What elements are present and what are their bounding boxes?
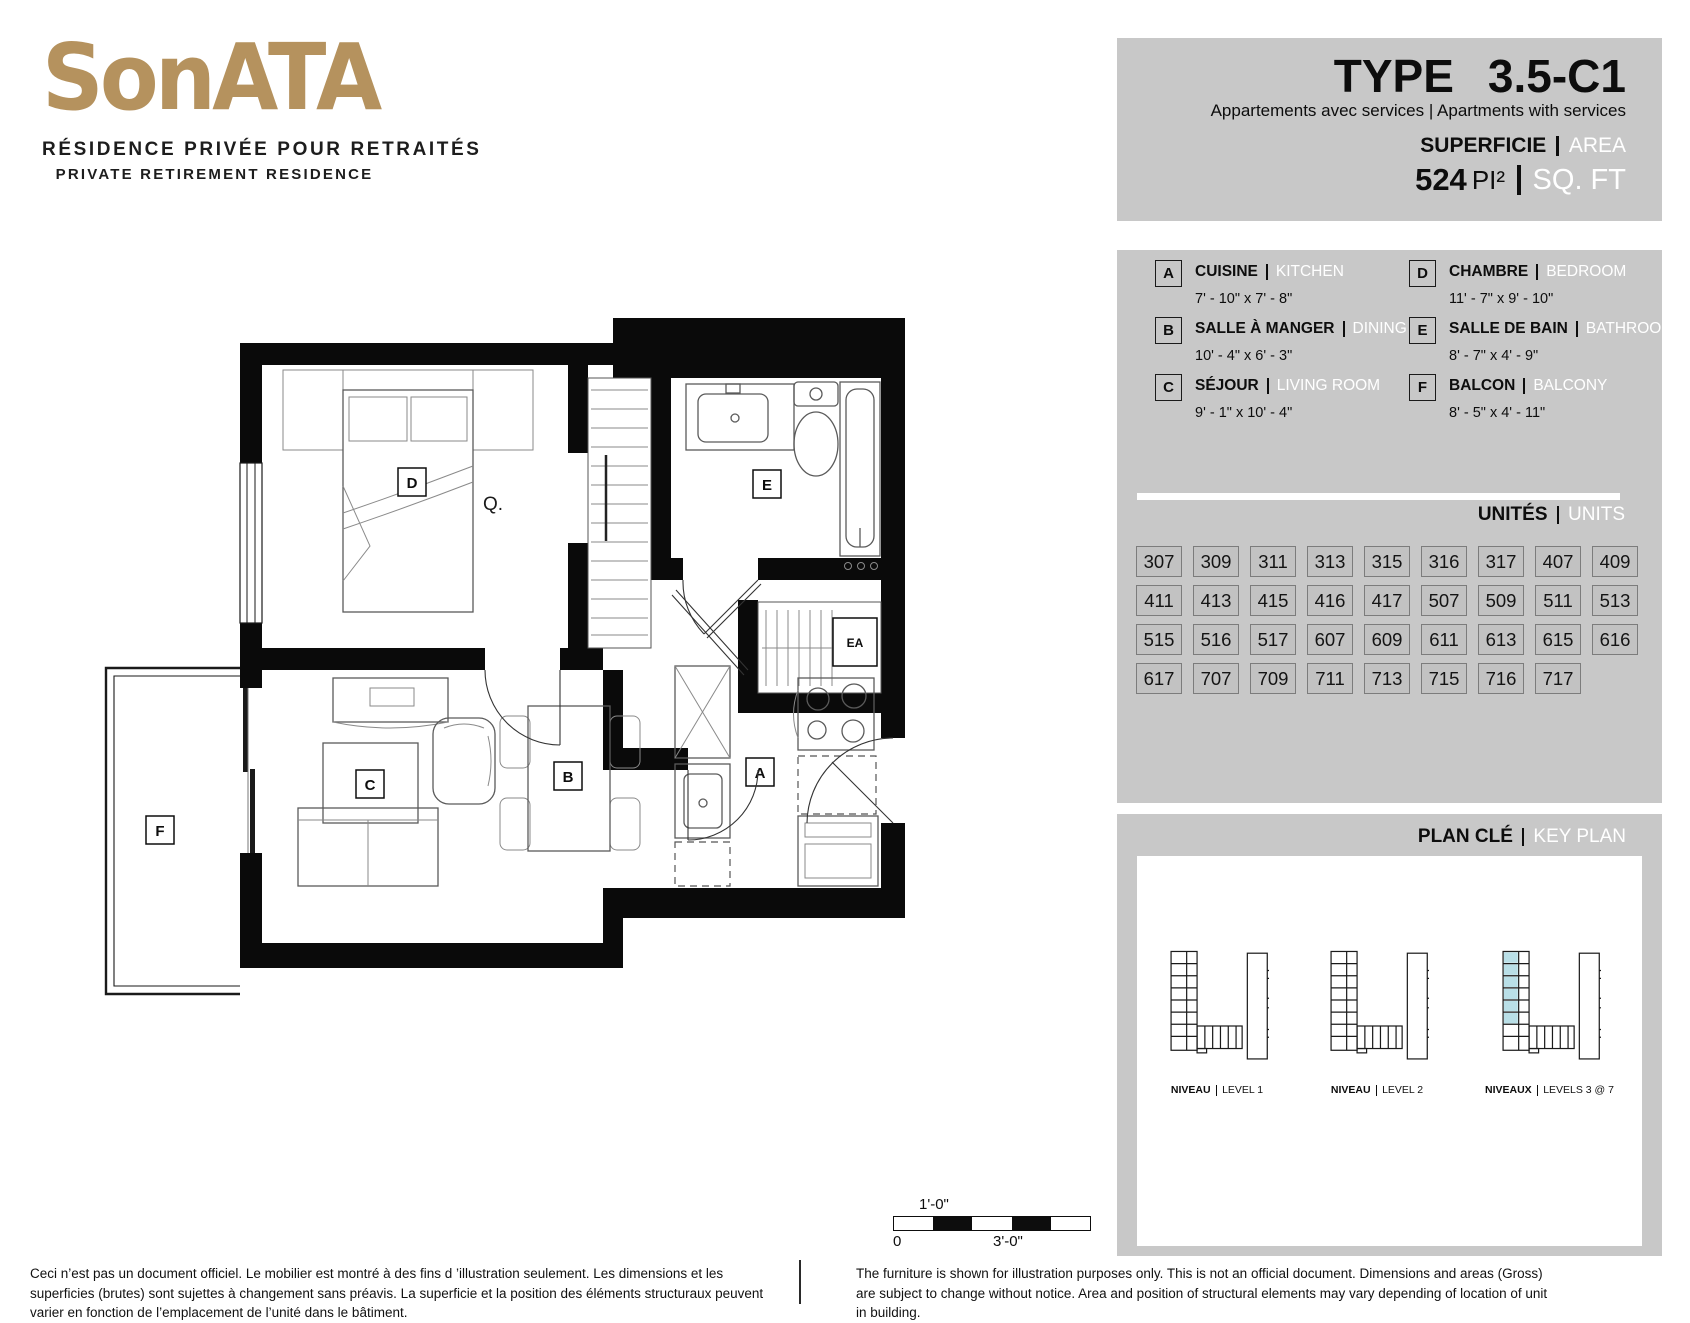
unit-box: 615 bbox=[1535, 624, 1581, 655]
area-label-fr: SUPERFICIE bbox=[1420, 134, 1547, 158]
legend-name-fr: SALLE À MANGER bbox=[1195, 320, 1335, 337]
unit-type-title bbox=[1334, 52, 1626, 100]
key-plan-panel bbox=[1117, 814, 1662, 1256]
legend-letter-box: B bbox=[1155, 317, 1182, 344]
armchair bbox=[433, 718, 495, 804]
scale-segment bbox=[972, 1217, 1011, 1230]
key-plan-level-2 bbox=[1325, 948, 1429, 1096]
level-label-fr: NIVEAUX bbox=[1485, 1084, 1532, 1096]
dining-label: B bbox=[562, 769, 574, 786]
unit-box: 316 bbox=[1421, 546, 1467, 577]
unit-box: 717 bbox=[1535, 663, 1581, 694]
bathroom-label: E bbox=[761, 477, 773, 494]
legend-dimensions: 11' - 7" x 9' - 10" bbox=[1449, 291, 1554, 307]
units-title-fr: UNITÉS bbox=[1477, 504, 1548, 525]
unit-box: 709 bbox=[1250, 663, 1296, 694]
kitchen-counter bbox=[798, 756, 876, 814]
separator-bar bbox=[1517, 165, 1521, 195]
brand-logo bbox=[42, 24, 482, 183]
key-plan-title bbox=[1418, 826, 1626, 848]
brand-tagline-en: PRIVATE RETIREMENT RESIDENCE bbox=[55, 165, 374, 183]
level-label-en: LEVEL 2 bbox=[1382, 1084, 1424, 1096]
tv-console bbox=[333, 678, 448, 728]
building-footprint-level-1 bbox=[1165, 948, 1269, 1078]
closet-door-leaf bbox=[672, 590, 748, 675]
kitchen-island-sink bbox=[675, 666, 730, 886]
legend-letter-box: C bbox=[1155, 374, 1182, 401]
building-footprint-levels-3-7 bbox=[1497, 948, 1601, 1078]
bedroom-window bbox=[240, 463, 262, 623]
legend-item-kitchen bbox=[1155, 263, 1405, 307]
living-label: C bbox=[364, 777, 376, 794]
level-label bbox=[1485, 1084, 1614, 1096]
level-label bbox=[1331, 1084, 1423, 1096]
bedroom-door-arc bbox=[485, 670, 560, 745]
units-grid bbox=[1136, 546, 1638, 702]
legend-name-en: DINING bbox=[1352, 320, 1407, 337]
white-divider-rule bbox=[1137, 493, 1620, 500]
separator-bar bbox=[1556, 136, 1559, 156]
area-value: 524 bbox=[1415, 162, 1467, 198]
area-label-line bbox=[1420, 134, 1626, 158]
unit-box: 415 bbox=[1250, 585, 1296, 616]
legend-dimensions: 7' - 10" x 7' - 8" bbox=[1195, 291, 1293, 307]
legend-name-en: BEDROOM bbox=[1546, 263, 1627, 280]
legend-name-en: KITCHEN bbox=[1275, 263, 1344, 280]
unit-box: 409 bbox=[1592, 546, 1638, 577]
legend-name-en: BATHROOM bbox=[1585, 320, 1675, 337]
separator-bar bbox=[1343, 321, 1345, 337]
level-label-fr: NIVEAU bbox=[1330, 1084, 1371, 1096]
scale-segment bbox=[933, 1217, 972, 1230]
separator-bar bbox=[1267, 378, 1269, 394]
stove bbox=[794, 678, 875, 750]
unit-box: 509 bbox=[1478, 585, 1524, 616]
level-label-fr: NIVEAU bbox=[1170, 1084, 1211, 1096]
units-title bbox=[1478, 504, 1625, 526]
separator-bar bbox=[1266, 264, 1268, 280]
unit-box: 711 bbox=[1307, 663, 1353, 694]
separator-bar bbox=[1537, 1085, 1539, 1096]
separator-bar bbox=[1376, 1085, 1378, 1096]
separator-bar bbox=[1523, 378, 1525, 394]
legend-dimensions: 9' - 1" x 10' - 4" bbox=[1195, 405, 1293, 421]
closet-label: EA bbox=[846, 636, 864, 650]
legend-item-bedroom bbox=[1409, 263, 1674, 307]
legend-item-balcony bbox=[1409, 377, 1674, 421]
legend-name-fr: SÉJOUR bbox=[1195, 377, 1259, 394]
area-label-en: AREA bbox=[1568, 134, 1626, 158]
scale-zero-label: 0 bbox=[893, 1233, 902, 1250]
footer-divider bbox=[799, 1260, 801, 1304]
unit-box: 707 bbox=[1193, 663, 1239, 694]
scale-upper-label: 1'-0" bbox=[919, 1196, 949, 1213]
unit-box: 416 bbox=[1307, 585, 1353, 616]
separator-bar bbox=[1216, 1085, 1218, 1096]
legend-letter-box: E bbox=[1409, 317, 1436, 344]
unit-box: 309 bbox=[1193, 546, 1239, 577]
unit-box: 715 bbox=[1421, 663, 1467, 694]
scale-segment bbox=[1012, 1217, 1051, 1230]
key-plan-title-en: KEY PLAN bbox=[1533, 826, 1626, 847]
unit-box: 517 bbox=[1250, 624, 1296, 655]
unit-box: 607 bbox=[1307, 624, 1353, 655]
unit-box: 511 bbox=[1535, 585, 1581, 616]
unit-box: 307 bbox=[1136, 546, 1182, 577]
key-plan-canvas bbox=[1137, 856, 1642, 1246]
legend-name-fr: SALLE DE BAIN bbox=[1449, 320, 1568, 337]
unit-box: 716 bbox=[1478, 663, 1524, 694]
scale-bar-segments bbox=[893, 1216, 1091, 1231]
unit-type-header-panel bbox=[1117, 38, 1662, 221]
scale-lower-label: 3'-0" bbox=[993, 1233, 1023, 1250]
legend-units-panel bbox=[1117, 250, 1675, 803]
legend-letter-box: A bbox=[1155, 260, 1182, 287]
unit-box: 616 bbox=[1592, 624, 1638, 655]
unit-box: 609 bbox=[1364, 624, 1410, 655]
legend-name-fr: BALCON bbox=[1449, 377, 1516, 394]
legend-name-en: BALCONY bbox=[1533, 377, 1608, 394]
unit-type-subtitle: Appartements avec services | Apartments with services bbox=[1210, 101, 1626, 121]
level-label bbox=[1171, 1084, 1263, 1096]
unit-box: 513 bbox=[1592, 585, 1638, 616]
legend-item-living bbox=[1155, 377, 1405, 421]
disclaimer-en: The furniture is shown for illustration purposes only. This is not an official document. Dimensions and areas (Gross) are subject to change without notice. Area and position of structural elements may vary depending of location of unit in building. bbox=[856, 1266, 1548, 1321]
scale-segment bbox=[1051, 1217, 1090, 1230]
bedroom-label: D bbox=[406, 475, 418, 492]
key-plan-level-3-7 bbox=[1485, 948, 1614, 1096]
area-value-line bbox=[1415, 162, 1626, 198]
unit-box: 413 bbox=[1193, 585, 1239, 616]
bathtub bbox=[840, 382, 880, 570]
unit-box: 411 bbox=[1136, 585, 1182, 616]
unit-box: 617 bbox=[1136, 663, 1182, 694]
bathroom-vanity-sink bbox=[686, 384, 794, 450]
key-plan-levels bbox=[1137, 948, 1642, 1096]
legend-name-en: LIVING ROOM bbox=[1276, 377, 1381, 394]
legend-dimensions: 10' - 4" x 6' - 3" bbox=[1195, 348, 1293, 364]
unit-box: 315 bbox=[1364, 546, 1410, 577]
building-footprint-level-2 bbox=[1325, 948, 1429, 1078]
separator-bar bbox=[1522, 828, 1525, 846]
unit-box: 613 bbox=[1478, 624, 1524, 655]
unit-box: 311 bbox=[1250, 546, 1296, 577]
area-unit-en: SQ. FT bbox=[1532, 163, 1626, 196]
units-title-en: UNITS bbox=[1568, 504, 1625, 525]
legend-name-fr: CUISINE bbox=[1195, 263, 1258, 280]
toilet bbox=[794, 382, 838, 476]
unit-box: 713 bbox=[1364, 663, 1410, 694]
legend-letter-box: F bbox=[1409, 374, 1436, 401]
room-legend bbox=[1117, 250, 1675, 421]
level-label-en: LEVEL 1 bbox=[1222, 1084, 1264, 1096]
brand-tagline-fr: RÉSIDENCE PRIVÉE POUR RETRAITÉS bbox=[42, 138, 482, 160]
disclaimer-fr: Ceci n’est pas un document officiel. Le mobilier est montré à des fins d ’illustration seulement. Les dimensions et les superficies (brutes) sont sujettes à changement sans préavis. La superficie et la position des éléments structuraux peuvent varier en fonction de l’emplacement de l’unité dans le bâtiment. bbox=[30, 1266, 764, 1321]
unit-box: 313 bbox=[1307, 546, 1353, 577]
scale-segment bbox=[894, 1217, 933, 1230]
entry-closet bbox=[758, 602, 881, 693]
separator-bar bbox=[1536, 264, 1538, 280]
entry-door-arc bbox=[807, 738, 893, 823]
legend-name-fr: CHAMBRE bbox=[1449, 263, 1529, 280]
legend-letter-box: D bbox=[1409, 260, 1436, 287]
bed-size-label: Q. bbox=[483, 494, 504, 515]
unit-box: 317 bbox=[1478, 546, 1524, 577]
separator-bar bbox=[1576, 321, 1578, 337]
wardrobe-closet bbox=[588, 378, 651, 648]
brand-name: SonATA bbox=[42, 24, 379, 131]
kitchen-label: A bbox=[754, 765, 766, 782]
separator-bar bbox=[1557, 506, 1560, 524]
legend-item-dining bbox=[1155, 320, 1405, 364]
unit-box: 515 bbox=[1136, 624, 1182, 655]
key-plan-level-1 bbox=[1165, 948, 1269, 1096]
level-label-en: LEVELS 3 @ 7 bbox=[1543, 1084, 1614, 1096]
unit-box: 407 bbox=[1535, 546, 1581, 577]
floor-plan-drawing bbox=[98, 318, 978, 1008]
area-unit-fr: PI² bbox=[1471, 164, 1506, 195]
legend-dimensions: 8' - 7" x 4' - 9" bbox=[1449, 348, 1539, 364]
balcony-label: F bbox=[155, 823, 165, 840]
balcony-sliding-door bbox=[243, 688, 255, 853]
legend-item-bathroom bbox=[1409, 320, 1674, 364]
legend-dimensions: 8' - 5" x 4' - 11" bbox=[1449, 405, 1546, 421]
unit-box: 417 bbox=[1364, 585, 1410, 616]
unit-box: 611 bbox=[1421, 624, 1467, 655]
key-plan-title-fr: PLAN CLÉ bbox=[1417, 826, 1513, 847]
refrigerator bbox=[798, 816, 878, 886]
type-word: TYPE bbox=[1333, 50, 1454, 102]
unit-box: 507 bbox=[1421, 585, 1467, 616]
sofa bbox=[298, 808, 438, 886]
type-code: 3.5-C1 bbox=[1487, 50, 1626, 102]
unit-box: 516 bbox=[1193, 624, 1239, 655]
